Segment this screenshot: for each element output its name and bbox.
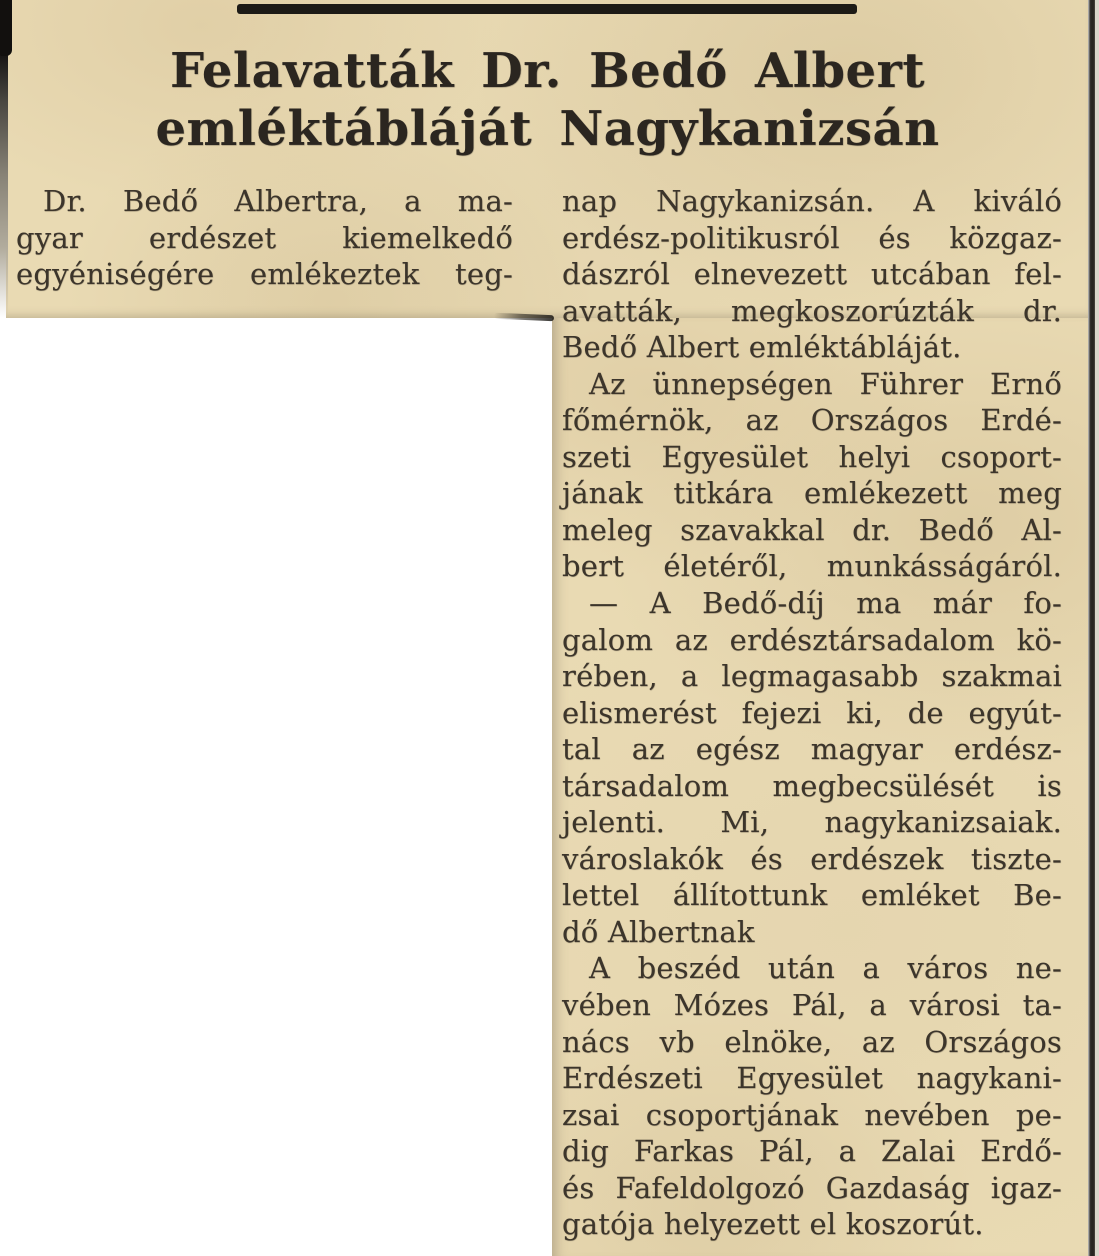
- body-line: társadalom megbecsülését is: [562, 768, 1062, 803]
- body-line: vében Mózes Pál, a városi ta-: [562, 988, 1062, 1023]
- body-line: elismerést fejezi ki, de egyút-: [562, 695, 1062, 730]
- scan-edge-right: [1088, 0, 1095, 1256]
- column-right: [562, 183, 1062, 1243]
- body-line: Dr. Bedő Albertra, a ma-: [43, 184, 513, 218]
- body-line: dászról elnevezett utcában fel-: [562, 257, 1062, 292]
- body-line: dig Farkas Pál, a Zalai Erdő-: [562, 1134, 1062, 1169]
- body-line: jának titkára emlékezett meg: [562, 476, 1062, 511]
- body-line: Erdészeti Egyesület nagykani-: [562, 1061, 1062, 1096]
- body-line: tal az egész magyar erdész-: [562, 732, 1062, 767]
- body-line: rében, a legmagasabb szakmai: [562, 659, 1062, 694]
- body-line: avatták, megkoszorúzták dr.: [562, 293, 1062, 328]
- body-line: nap Nagykanizsán. A kiváló: [562, 184, 1062, 218]
- body-line: Az ünnepségen Führer Ernő: [589, 366, 1062, 401]
- body-line: zsai csoportjának nevében pe-: [562, 1097, 1062, 1132]
- body-line: városlakók és erdészek tiszte-: [562, 841, 1062, 876]
- body-line: bert életéről, munkásságáról.: [562, 549, 1062, 584]
- body-line: meleg szavakkal dr. Bedő Al-: [562, 512, 1062, 547]
- body-line: jelenti. Mi, nagykanizsaiak.: [562, 805, 1062, 840]
- body-line: főmérnök, az Országos Erdé-: [562, 403, 1062, 438]
- article-headline: [30, 42, 1065, 158]
- body-line: A beszéd után a város ne-: [589, 951, 1062, 986]
- body-line: nács vb elnöke, az Országos: [562, 1024, 1062, 1059]
- body-line: — A Bedő-díj ma már fo-: [589, 586, 1062, 621]
- column-left: [16, 183, 513, 293]
- body-line: szeti Egyesület helyi csoport-: [562, 439, 1062, 474]
- body-line: és Fafeldolgozó Gazdaság igaz-: [562, 1170, 1062, 1205]
- clipping-cut-corner-mark: [494, 313, 554, 322]
- scan-corner-top-left: [0, 0, 12, 56]
- headline-line-2: emléktábláját Nagykanizsán: [155, 101, 940, 157]
- scan-edge-right-outer: [1095, 0, 1099, 1256]
- body-line: erdész-politikusról és közgaz-: [562, 220, 1062, 255]
- headline-top-rule: [237, 4, 857, 14]
- body-line: gatója helyezett el koszorút.: [562, 1207, 984, 1242]
- body-line: Bedő Albert emléktábláját.: [562, 330, 962, 365]
- body-line: egyéniségére emlékeztek teg-: [16, 257, 513, 292]
- body-line: lettel állítottunk emléket Be-: [562, 878, 1062, 913]
- headline-line-1: Felavatták Dr. Bedő Albert: [169, 43, 926, 99]
- body-line: galom az erdésztársadalom kö-: [562, 622, 1062, 657]
- body-line: dő Albertnak: [562, 914, 755, 949]
- body-line: gyar erdészet kiemelkedő: [16, 220, 513, 255]
